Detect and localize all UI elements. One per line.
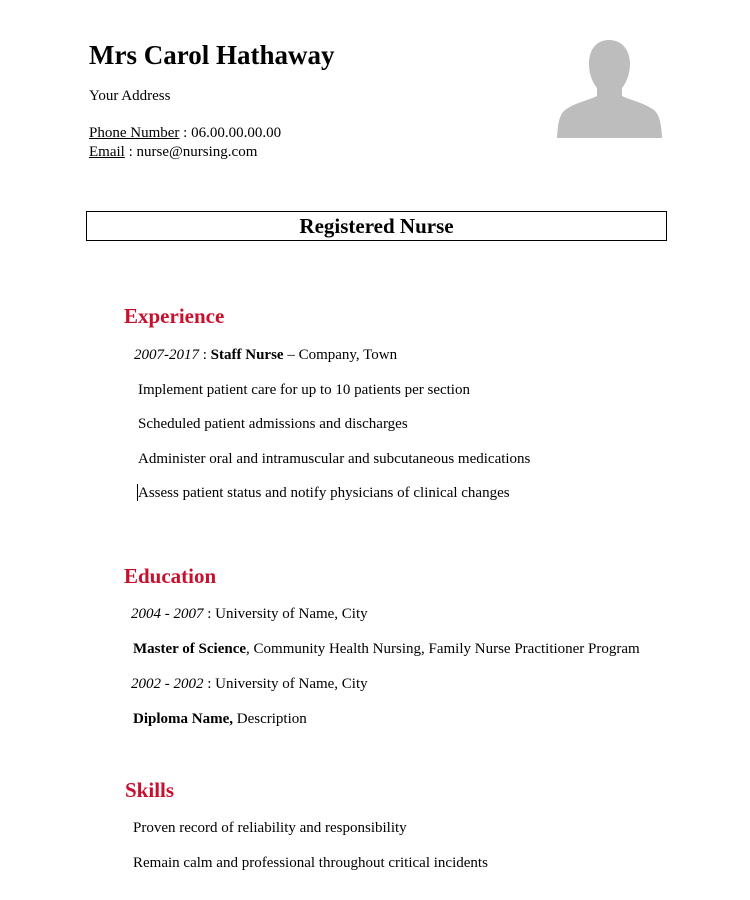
email-value: : nurse@nursing.com	[124, 144, 258, 160]
education-place: : University of Name, City	[203, 606, 368, 622]
email-label: Email	[89, 144, 125, 160]
education-place: : University of Name, City	[203, 676, 368, 692]
education-period: 2002 - 2002	[131, 676, 204, 692]
profile-photo-placeholder	[556, 38, 663, 138]
phone-label: Phone Number	[89, 125, 180, 141]
experience-item: Scheduled patient admissions and discharges	[138, 416, 408, 432]
email-line	[89, 143, 257, 161]
education-desc: , Community Health Nursing, Family Nurse Practitioner Program	[246, 641, 640, 657]
section-heading-education: Education	[124, 564, 217, 588]
candidate-name: Mrs Carol Hathaway	[89, 40, 335, 70]
experience-company: – Company, Town	[283, 347, 398, 363]
education-period: 2004 - 2007	[131, 606, 204, 622]
job-title: Registered Nurse	[299, 213, 454, 238]
education-entry-header	[131, 675, 368, 693]
experience-item: Assess patient status and notify physicians of clinical changes	[138, 485, 510, 501]
education-entry-header	[131, 605, 368, 623]
education-degree: Master of Science	[133, 641, 247, 657]
section-heading-skills: Skills	[125, 778, 175, 802]
education-desc: Description	[233, 711, 307, 727]
job-title-box	[86, 211, 667, 241]
experience-entry-header	[134, 346, 397, 364]
skill-item: Remain calm and professional throughout critical incidents	[133, 855, 488, 871]
person-silhouette-icon	[556, 38, 663, 138]
education-degree-line	[133, 710, 307, 728]
phone-value: : 06.00.00.00.00	[179, 125, 282, 141]
experience-item: Administer oral and intramuscular and subcutaneous medications	[138, 451, 531, 467]
experience-sep: :	[199, 347, 211, 363]
phone-line	[89, 124, 281, 142]
education-degree-line	[133, 640, 640, 658]
experience-period: 2007-2017	[134, 347, 199, 363]
experience-role: Staff Nurse	[210, 347, 284, 363]
skill-item: Proven record of reliability and responsibility	[133, 820, 407, 836]
experience-item: Implement patient care for up to 10 patients per section	[138, 382, 470, 398]
section-heading-experience: Experience	[124, 304, 225, 328]
education-degree: Diploma Name,	[133, 711, 233, 727]
address: Your Address	[89, 88, 171, 104]
